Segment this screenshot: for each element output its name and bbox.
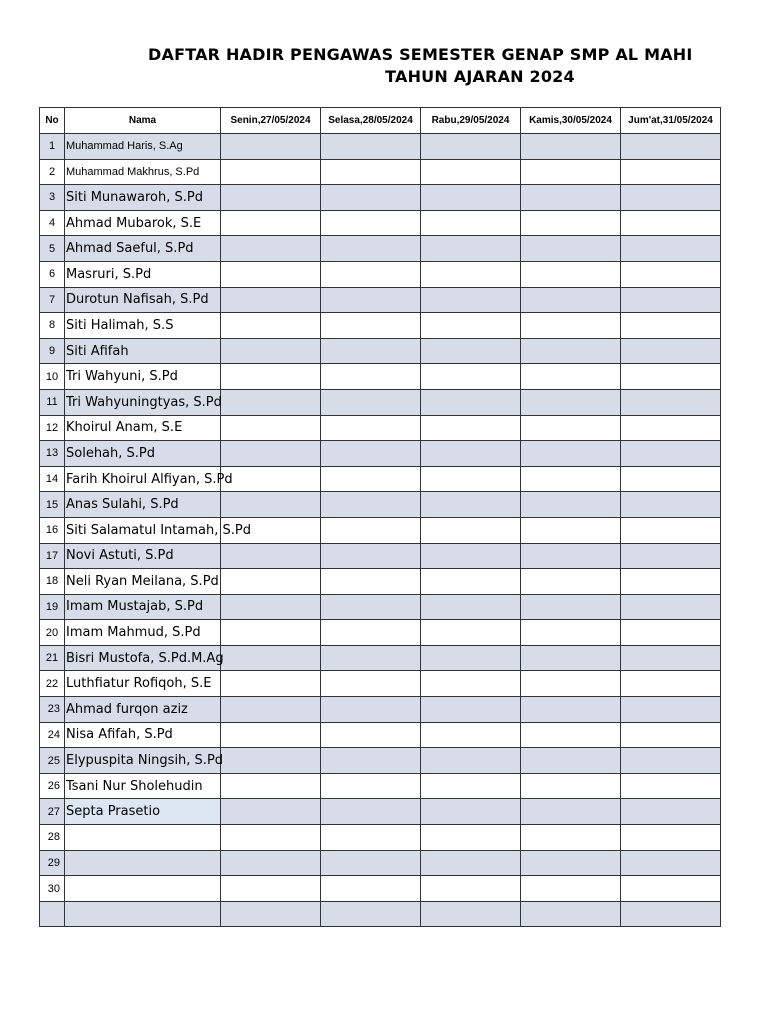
signature-cell-kamis[interactable] — [521, 313, 621, 339]
signature-cell-rabu[interactable] — [421, 825, 521, 851]
signature-cell-senin[interactable] — [221, 645, 321, 671]
signature-cell-senin[interactable] — [221, 134, 321, 160]
table-row — [40, 210, 721, 236]
signature-cell-selasa[interactable] — [321, 389, 421, 415]
row-number: 16 — [40, 517, 65, 543]
attendance-table — [39, 107, 721, 927]
signature-cell-jumat[interactable] — [621, 364, 721, 390]
signature-cell-jumat[interactable] — [621, 441, 721, 467]
signature-cell-selasa[interactable] — [321, 901, 421, 927]
row-number: 9 — [40, 338, 65, 364]
row-name: Bisri Mustofa, S.Pd.M.Ag — [66, 650, 224, 666]
signature-cell-kamis[interactable] — [521, 415, 621, 441]
row-name: Imam Mahmud, S.Pd — [66, 625, 201, 641]
signature-cell-jumat[interactable] — [621, 620, 721, 646]
table-row — [40, 645, 721, 671]
signature-cell-kamis[interactable] — [521, 799, 621, 825]
signature-cell-rabu[interactable] — [421, 466, 521, 492]
signature-cell-senin[interactable] — [221, 492, 321, 518]
row-number — [40, 901, 65, 927]
row-name-cell[interactable] — [65, 159, 221, 185]
table-row — [40, 569, 721, 595]
row-name-cell[interactable] — [65, 594, 221, 620]
row-number: 21 — [40, 645, 65, 671]
row-name-cell[interactable] — [65, 825, 221, 851]
signature-cell-kamis[interactable] — [521, 722, 621, 748]
signature-cell-senin[interactable] — [221, 697, 321, 723]
signature-cell-jumat[interactable] — [621, 492, 721, 518]
signature-cell-kamis[interactable] — [521, 236, 621, 262]
row-name-cell[interactable] — [65, 722, 221, 748]
signature-cell-kamis[interactable] — [521, 261, 621, 287]
signature-cell-senin[interactable] — [221, 389, 321, 415]
signature-cell-kamis[interactable] — [521, 185, 621, 211]
row-number: 11 — [40, 389, 65, 415]
signature-cell-selasa[interactable] — [321, 338, 421, 364]
signature-cell-selasa[interactable] — [321, 876, 421, 902]
signature-cell-jumat[interactable] — [621, 338, 721, 364]
row-name: Muhammad Haris, S.Ag — [66, 140, 183, 153]
signature-cell-senin[interactable] — [221, 773, 321, 799]
signature-cell-senin[interactable] — [221, 594, 321, 620]
signature-cell-jumat[interactable] — [621, 799, 721, 825]
row-name-cell[interactable] — [65, 261, 221, 287]
row-number: 27 — [40, 799, 65, 825]
table-row — [40, 338, 721, 364]
signature-cell-selasa[interactable] — [321, 543, 421, 569]
table-row — [40, 901, 721, 927]
row-number: 4 — [40, 210, 65, 236]
signature-cell-selasa[interactable] — [321, 569, 421, 595]
row-name-cell[interactable] — [65, 185, 221, 211]
row-name-cell[interactable] — [65, 543, 221, 569]
signature-cell-senin[interactable] — [221, 415, 321, 441]
signature-cell-kamis[interactable] — [521, 620, 621, 646]
row-name-cell[interactable] — [65, 210, 221, 236]
signature-cell-jumat[interactable] — [621, 261, 721, 287]
row-name: Anas Sulahi, S.Pd — [66, 497, 179, 513]
signature-cell-senin[interactable] — [221, 876, 321, 902]
signature-cell-selasa[interactable] — [321, 492, 421, 518]
signature-cell-jumat[interactable] — [621, 773, 721, 799]
table-row — [40, 134, 721, 160]
row-name-cell[interactable] — [65, 671, 221, 697]
signature-cell-senin[interactable] — [221, 364, 321, 390]
signature-cell-jumat[interactable] — [621, 876, 721, 902]
signature-cell-jumat[interactable] — [621, 134, 721, 160]
row-name-cell[interactable] — [65, 799, 221, 825]
row-name-cell[interactable] — [65, 415, 221, 441]
signature-cell-senin[interactable] — [221, 901, 321, 927]
signature-cell-kamis[interactable] — [521, 594, 621, 620]
signature-cell-rabu[interactable] — [421, 799, 521, 825]
table-row — [40, 799, 721, 825]
signature-cell-senin[interactable] — [221, 185, 321, 211]
signature-cell-rabu[interactable] — [421, 850, 521, 876]
row-number: 20 — [40, 620, 65, 646]
table-row — [40, 722, 721, 748]
row-name: Siti Halimah, S.S — [66, 317, 174, 333]
table-row — [40, 876, 721, 902]
signature-cell-rabu[interactable] — [421, 748, 521, 774]
signature-cell-selasa[interactable] — [321, 364, 421, 390]
table-row — [40, 517, 721, 543]
title-line-1: DAFTAR HADIR PENGAWAS SEMESTER GENAP SMP AL MAHI — [148, 45, 693, 64]
row-number: 17 — [40, 543, 65, 569]
row-number: 13 — [40, 441, 65, 467]
signature-cell-selasa[interactable] — [321, 466, 421, 492]
row-name: Siti Afifah — [66, 343, 129, 359]
row-number: 19 — [40, 594, 65, 620]
table-row — [40, 287, 721, 313]
table-row — [40, 773, 721, 799]
signature-cell-selasa[interactable] — [321, 773, 421, 799]
signature-cell-jumat[interactable] — [621, 185, 721, 211]
signature-cell-selasa[interactable] — [321, 850, 421, 876]
row-name: Farih Khoirul Alfiyan, S.Pd — [66, 471, 233, 487]
signature-cell-rabu[interactable] — [421, 543, 521, 569]
signature-cell-kamis[interactable] — [521, 517, 621, 543]
signature-cell-jumat[interactable] — [621, 901, 721, 927]
row-number: 26 — [40, 773, 65, 799]
signature-cell-rabu[interactable] — [421, 773, 521, 799]
table-row — [40, 594, 721, 620]
row-name: Luthfiatur Rofiqoh, S.E — [66, 676, 212, 692]
row-number: 7 — [40, 287, 65, 313]
signature-cell-rabu[interactable] — [421, 594, 521, 620]
row-name-cell[interactable] — [65, 492, 221, 518]
signature-cell-rabu[interactable] — [421, 415, 521, 441]
header-selasa: Selasa,28/05/2024 — [321, 108, 421, 134]
signature-cell-rabu[interactable] — [421, 620, 521, 646]
signature-cell-jumat[interactable] — [621, 543, 721, 569]
signature-cell-rabu[interactable] — [421, 876, 521, 902]
row-name: Solehah, S.Pd — [66, 445, 156, 461]
signature-cell-jumat[interactable] — [621, 722, 721, 748]
signature-cell-jumat[interactable] — [621, 825, 721, 851]
row-number: 25 — [40, 748, 65, 774]
signature-cell-kamis[interactable] — [521, 338, 621, 364]
signature-cell-kamis[interactable] — [521, 543, 621, 569]
row-name: Masruri, S.Pd — [66, 266, 152, 282]
signature-cell-selasa[interactable] — [321, 697, 421, 723]
table-row — [40, 236, 721, 262]
table-row — [40, 313, 721, 339]
row-name-cell[interactable] — [65, 389, 221, 415]
signature-cell-kamis[interactable] — [521, 697, 621, 723]
signature-cell-jumat[interactable] — [621, 594, 721, 620]
signature-cell-rabu[interactable] — [421, 389, 521, 415]
signature-cell-jumat[interactable] — [621, 313, 721, 339]
row-name: Durotun Nafisah, S.Pd — [66, 292, 209, 308]
row-name-cell[interactable] — [65, 773, 221, 799]
signature-cell-kamis[interactable] — [521, 901, 621, 927]
row-name-cell[interactable] — [65, 850, 221, 876]
row-name-cell[interactable] — [65, 134, 221, 160]
signature-cell-rabu[interactable] — [421, 722, 521, 748]
row-number: 15 — [40, 492, 65, 518]
table-row — [40, 441, 721, 467]
signature-cell-selasa[interactable] — [321, 799, 421, 825]
row-name-cell[interactable] — [65, 748, 224, 774]
row-number: 30 — [40, 876, 65, 902]
signature-cell-senin[interactable] — [221, 569, 321, 595]
row-name: Neli Ryan Meilana, S.Pd — [66, 573, 219, 589]
title-line-2: TAHUN AJARAN 2024 — [385, 67, 575, 86]
signature-cell-jumat[interactable] — [621, 671, 721, 697]
signature-cell-senin[interactable] — [221, 210, 321, 236]
signature-cell-kamis[interactable] — [521, 364, 621, 390]
signature-cell-kamis[interactable] — [521, 389, 621, 415]
signature-cell-kamis[interactable] — [521, 850, 621, 876]
signature-cell-senin[interactable] — [221, 338, 321, 364]
row-name-cell[interactable] — [65, 569, 221, 595]
signature-cell-rabu[interactable] — [421, 697, 521, 723]
signature-cell-jumat[interactable] — [621, 159, 721, 185]
row-name: Nisa Afifah, S.Pd — [66, 727, 173, 743]
signature-cell-selasa[interactable] — [321, 236, 421, 262]
signature-cell-kamis[interactable] — [521, 441, 621, 467]
row-name: Tri Wahyuni, S.Pd — [66, 369, 178, 385]
signature-cell-selasa[interactable] — [321, 671, 421, 697]
signature-cell-selasa[interactable] — [321, 261, 421, 287]
signature-cell-selasa[interactable] — [321, 159, 421, 185]
row-name-cell[interactable] — [65, 466, 233, 492]
signature-cell-selasa[interactable] — [321, 594, 421, 620]
signature-cell-rabu[interactable] — [421, 671, 521, 697]
row-name: Septa Prasetio — [66, 804, 161, 820]
row-number: 3 — [40, 185, 65, 211]
row-name: Siti Munawaroh, S.Pd — [66, 189, 203, 205]
signature-cell-selasa[interactable] — [321, 722, 421, 748]
signature-cell-rabu[interactable] — [421, 210, 521, 236]
signature-cell-kamis[interactable] — [521, 134, 621, 160]
header-rabu: Rabu,29/05/2024 — [421, 108, 521, 134]
table-row — [40, 261, 721, 287]
row-name-cell[interactable] — [65, 338, 221, 364]
signature-cell-senin[interactable] — [221, 313, 321, 339]
row-number: 8 — [40, 313, 65, 339]
signature-cell-rabu[interactable] — [421, 134, 521, 160]
row-number: 24 — [40, 722, 65, 748]
signature-cell-rabu[interactable] — [421, 441, 521, 467]
header-nama: Nama — [65, 108, 221, 134]
signature-cell-kamis[interactable] — [521, 645, 621, 671]
row-name: Siti Salamatul Intamah, S.Pd — [66, 522, 251, 538]
signature-cell-jumat[interactable] — [621, 645, 721, 671]
header-senin: Senin,27/05/2024 — [221, 108, 321, 134]
signature-cell-rabu[interactable] — [421, 287, 521, 313]
signature-cell-kamis[interactable] — [521, 876, 621, 902]
signature-cell-senin[interactable] — [221, 748, 321, 774]
row-name-cell[interactable] — [65, 236, 221, 262]
signature-cell-senin[interactable] — [221, 850, 321, 876]
row-name: Tsani Nur Sholehudin — [66, 778, 203, 794]
signature-cell-jumat[interactable] — [621, 210, 721, 236]
signature-cell-rabu[interactable] — [421, 159, 521, 185]
row-name: Ahmad Mubarok, S.E — [66, 215, 202, 231]
signature-cell-selasa[interactable] — [321, 645, 421, 671]
row-number: 12 — [40, 415, 65, 441]
signature-cell-kamis[interactable] — [521, 569, 621, 595]
signature-cell-kamis[interactable] — [521, 825, 621, 851]
signature-cell-rabu[interactable] — [421, 364, 521, 390]
signature-cell-kamis[interactable] — [521, 210, 621, 236]
signature-cell-kamis[interactable] — [521, 287, 621, 313]
signature-cell-rabu[interactable] — [421, 492, 521, 518]
row-name: Khoirul Anam, S.E — [66, 420, 183, 436]
row-name: Tri Wahyuningtyas, S.Pd — [66, 394, 222, 410]
row-number: 14 — [40, 466, 65, 492]
signature-cell-selasa[interactable] — [321, 134, 421, 160]
signature-cell-kamis[interactable] — [521, 159, 621, 185]
row-number: 10 — [40, 364, 65, 390]
row-name-cell[interactable] — [65, 645, 224, 671]
signature-cell-senin[interactable] — [221, 722, 321, 748]
signature-cell-kamis[interactable] — [521, 671, 621, 697]
signature-cell-jumat[interactable] — [621, 850, 721, 876]
table-row — [40, 492, 721, 518]
row-name-cell[interactable] — [65, 876, 221, 902]
row-number: 5 — [40, 236, 65, 262]
row-name: Ahmad Saeful, S.Pd — [66, 241, 194, 257]
row-name-cell[interactable] — [65, 697, 221, 723]
signature-cell-jumat[interactable] — [621, 236, 721, 262]
signature-cell-rabu[interactable] — [421, 901, 521, 927]
page-edge-mask — [720, 44, 768, 92]
row-number: 6 — [40, 261, 65, 287]
signature-cell-senin[interactable] — [221, 799, 321, 825]
row-number: 1 — [40, 134, 65, 160]
signature-cell-rabu[interactable] — [421, 236, 521, 262]
signature-cell-senin[interactable] — [221, 159, 321, 185]
signature-cell-senin[interactable] — [221, 441, 321, 467]
signature-cell-jumat[interactable] — [621, 569, 721, 595]
signature-cell-selasa[interactable] — [321, 517, 421, 543]
signature-cell-senin[interactable] — [221, 825, 321, 851]
row-name-cell[interactable] — [65, 287, 221, 313]
row-name-cell[interactable] — [65, 364, 221, 390]
signature-cell-rabu[interactable] — [421, 261, 521, 287]
table-row — [40, 697, 721, 723]
signature-cell-kamis[interactable] — [521, 748, 621, 774]
signature-cell-jumat[interactable] — [621, 466, 721, 492]
row-number: 28 — [40, 825, 65, 851]
signature-cell-selasa[interactable] — [321, 210, 421, 236]
table-row — [40, 543, 721, 569]
signature-cell-selasa[interactable] — [321, 620, 421, 646]
row-name-cell[interactable] — [65, 441, 221, 467]
signature-cell-jumat[interactable] — [621, 748, 721, 774]
signature-cell-rabu[interactable] — [421, 313, 521, 339]
signature-cell-selasa[interactable] — [321, 441, 421, 467]
table-row — [40, 671, 721, 697]
row-name-cell[interactable] — [65, 313, 221, 339]
signature-cell-senin[interactable] — [221, 543, 321, 569]
signature-cell-jumat[interactable] — [621, 415, 721, 441]
signature-cell-kamis[interactable] — [521, 466, 621, 492]
table-row — [40, 825, 721, 851]
row-name-cell[interactable] — [65, 901, 221, 927]
header-row — [40, 108, 721, 134]
signature-cell-jumat[interactable] — [621, 287, 721, 313]
row-number: 23 — [40, 697, 65, 723]
table-row — [40, 185, 721, 211]
signature-cell-rabu[interactable] — [421, 338, 521, 364]
signature-cell-selasa[interactable] — [321, 313, 421, 339]
row-name-cell[interactable] — [65, 517, 251, 543]
signature-cell-jumat[interactable] — [621, 697, 721, 723]
table-row — [40, 389, 721, 415]
row-name: Imam Mustajab, S.Pd — [66, 599, 204, 615]
row-name: Elypuspita Ningsih, S.Pd — [66, 753, 224, 769]
header-kamis: Kamis,30/05/2024 — [521, 108, 621, 134]
row-number: 22 — [40, 671, 65, 697]
signature-cell-kamis[interactable] — [521, 492, 621, 518]
row-name: Muhammad Makhrus, S.Pd — [66, 165, 200, 178]
signature-cell-senin[interactable] — [221, 287, 321, 313]
signature-cell-selasa[interactable] — [321, 825, 421, 851]
signature-cell-jumat[interactable] — [621, 389, 721, 415]
table-row — [40, 620, 721, 646]
signature-cell-selasa[interactable] — [321, 185, 421, 211]
signature-cell-jumat[interactable] — [621, 517, 721, 543]
row-name: Ahmad furqon aziz — [66, 701, 188, 717]
table-row — [40, 748, 721, 774]
header-jumat: Jum'at,31/05/2024 — [621, 108, 721, 134]
header-no: No — [40, 108, 65, 134]
signature-cell-rabu[interactable] — [421, 185, 521, 211]
row-number: 2 — [40, 159, 65, 185]
table-row — [40, 415, 721, 441]
signature-cell-senin[interactable] — [221, 236, 321, 262]
signature-cell-rabu[interactable] — [421, 645, 521, 671]
signature-cell-rabu[interactable] — [421, 517, 521, 543]
table-row — [40, 364, 721, 390]
row-number: 29 — [40, 850, 65, 876]
signature-cell-senin[interactable] — [221, 620, 321, 646]
signature-cell-kamis[interactable] — [521, 773, 621, 799]
signature-cell-senin[interactable] — [221, 466, 321, 492]
signature-cell-senin[interactable] — [221, 261, 321, 287]
document-title — [0, 44, 768, 92]
row-number: 18 — [40, 569, 65, 595]
row-name-cell[interactable] — [65, 620, 221, 646]
table-row — [40, 466, 721, 492]
signature-cell-rabu[interactable] — [421, 569, 521, 595]
signature-cell-senin[interactable] — [221, 671, 321, 697]
table-row — [40, 850, 721, 876]
signature-cell-selasa[interactable] — [321, 748, 421, 774]
row-name: Novi Astuti, S.Pd — [66, 548, 174, 564]
signature-cell-selasa[interactable] — [321, 415, 421, 441]
signature-cell-selasa[interactable] — [321, 287, 421, 313]
table-row — [40, 159, 721, 185]
